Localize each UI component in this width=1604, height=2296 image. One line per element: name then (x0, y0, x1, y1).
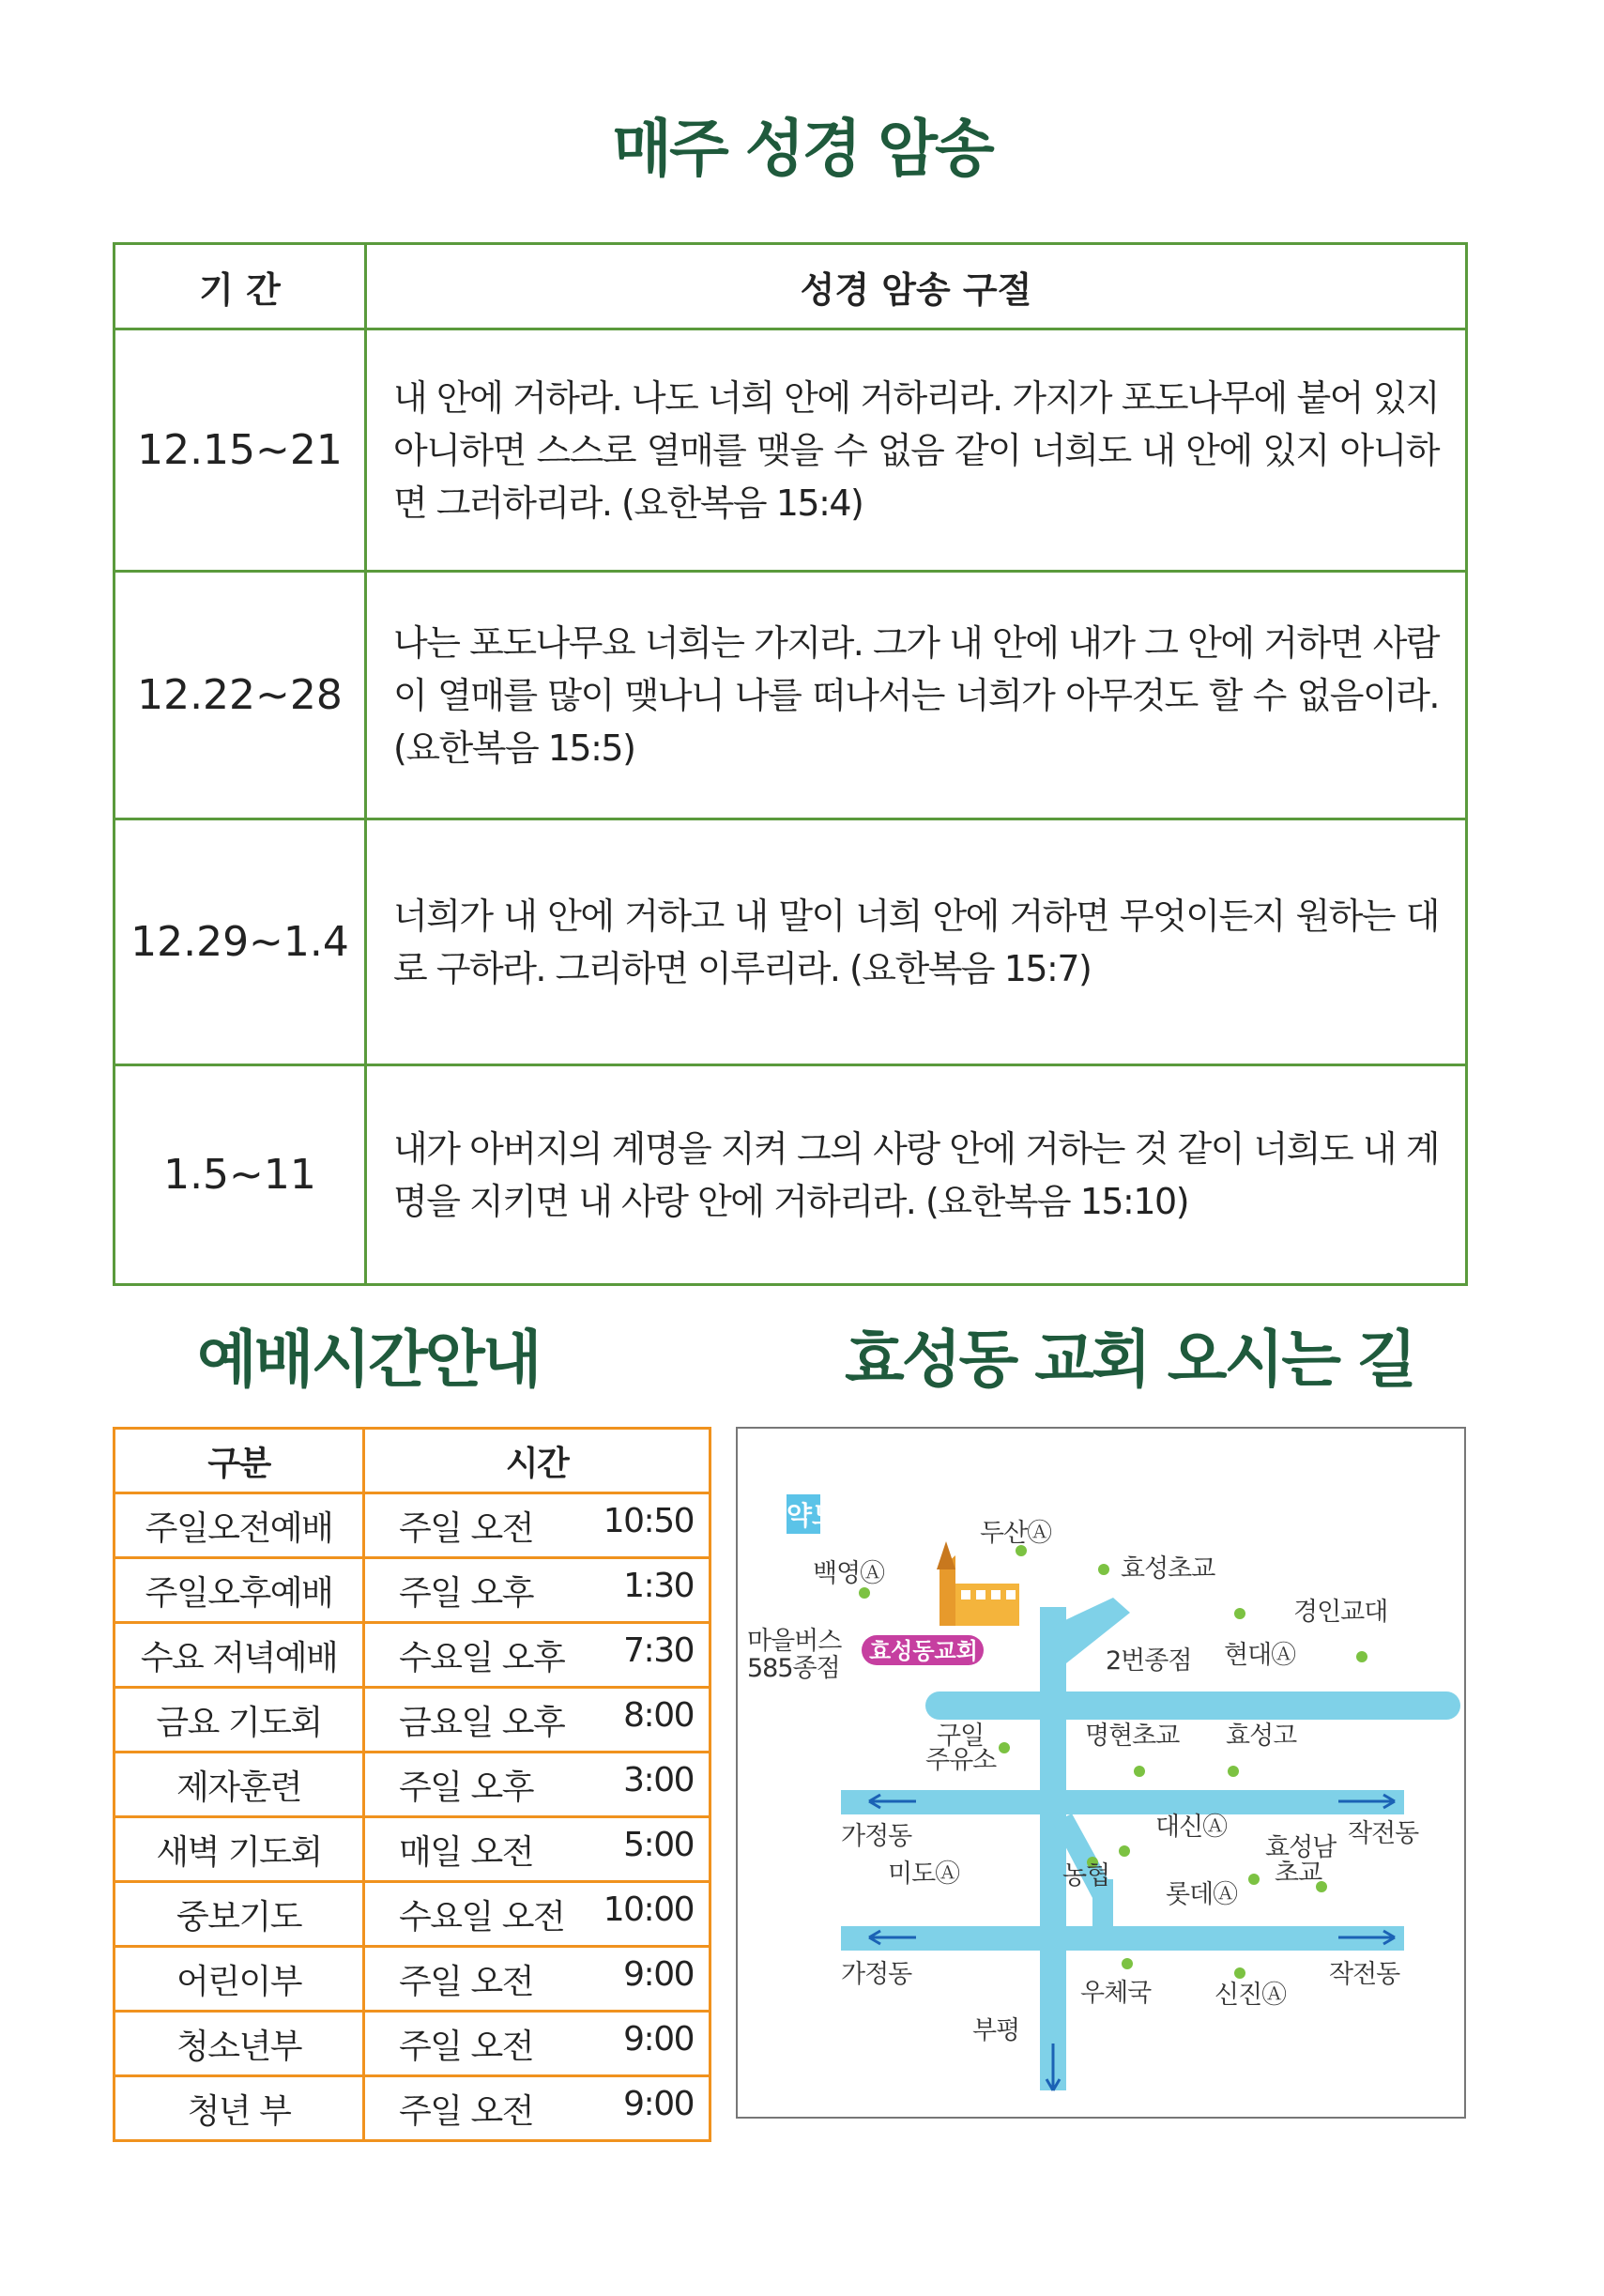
label-bupyeong: 부평 (972, 2016, 1020, 2045)
label-baekyoung: 백영Ⓐ (813, 1559, 885, 1588)
label-bus2-terminal: 2번종점 (1106, 1646, 1192, 1676)
service-day: 주일 오후 (399, 1768, 534, 1807)
dot-icon (1228, 1766, 1239, 1777)
road-upper (925, 1691, 1460, 1720)
dot-icon (1248, 1874, 1260, 1885)
service-time (364, 2012, 710, 2076)
label-sinjin: 신진Ⓐ (1214, 1981, 1287, 2010)
service-time (364, 1623, 710, 1688)
map-svg (738, 1429, 1464, 2117)
period-cell: 12.15~21 (115, 329, 366, 572)
label-bus-2: 585종점 (747, 1654, 840, 1683)
table-row (115, 1817, 710, 1882)
table-row (115, 1947, 710, 2012)
period-cell: 12.22~28 (115, 572, 366, 819)
label-gas-1: 구일 (937, 1722, 985, 1751)
verse-table-header (115, 244, 1467, 329)
label-gyeongin: 경인교대 (1293, 1598, 1388, 1627)
verse-cell: 내 안에 거하라. 나도 너희 안에 거하리라. 가지가 포도나무에 붙어 있지 아니하면 스스로 열매를 맺을 수 없음 같이 너희도 내 안에 있지 아니하면 그러하리라. (요한복음 15:4) (366, 329, 1467, 572)
label-hyosungnam-1: 효성남 (1265, 1833, 1337, 1862)
label-hyundai: 현대Ⓐ (1224, 1641, 1296, 1670)
header-verse: 성경 암송 구절 (366, 244, 1467, 329)
church-label: 효성동교회 (869, 1638, 978, 1664)
dot-icon (859, 1587, 870, 1599)
service-name: 수요 저녁예배 (115, 1623, 364, 1688)
directions-map (736, 1427, 1466, 2119)
service-time (364, 1882, 710, 1947)
service-day: 주일 오전 (399, 2027, 534, 2066)
service-time (364, 1493, 710, 1558)
period-cell: 12.29~1.4 (115, 819, 366, 1065)
service-day: 주일 오전 (399, 1962, 534, 2001)
service-table (113, 1427, 711, 2142)
service-hour: 1:30 (623, 1566, 694, 1605)
church-building-icon (937, 1541, 1019, 1626)
service-hour: 9:00 (623, 1954, 694, 1994)
table-row (115, 2012, 710, 2076)
service-day: 수요일 오후 (399, 1638, 565, 1677)
table-row (115, 329, 1467, 572)
dot-icon (1234, 1608, 1245, 1619)
table-row (115, 1753, 710, 1817)
road-lower (841, 1926, 1404, 1951)
header-category: 구분 (115, 1429, 364, 1493)
table-row (115, 1065, 1467, 1285)
table-row (115, 1882, 710, 1947)
label-bus-1: 마을버스 (747, 1627, 842, 1656)
service-hour: 7:30 (623, 1630, 694, 1670)
table-row (115, 572, 1467, 819)
service-time (364, 1817, 710, 1882)
header-time: 시간 (364, 1429, 710, 1493)
dot-icon (999, 1742, 1010, 1753)
service-time (364, 1947, 710, 2012)
service-table-header (115, 1429, 710, 1493)
service-hour: 3:00 (623, 1760, 694, 1799)
directions-title: 효성동 교회 오시는 길 (845, 1324, 1414, 1396)
service-time (364, 1753, 710, 1817)
verse-cell: 나는 포도나무요 너희는 가지라. 그가 내 안에 내가 그 안에 거하면 사람이 열매를 많이 맺나니 나를 떠나서는 너희가 아무것도 할 수 없음이라. (요한복음 15:5) (366, 572, 1467, 819)
dot-icon (1119, 1845, 1130, 1857)
service-day: 주일 오후 (399, 1573, 534, 1613)
label-jakjeon-1: 작전동 (1348, 1819, 1419, 1848)
service-name: 청소년부 (115, 2012, 364, 2076)
legend-box-label: 약도 (787, 1500, 838, 1531)
verse-cell: 너희가 내 안에 거하고 내 말이 너희 안에 거하면 무엇이든지 원하는 대로 구하라. 그리하면 이루리라. (요한복음 15:7) (366, 819, 1467, 1065)
service-name: 중보기도 (115, 1882, 364, 1947)
header-period: 기 간 (115, 244, 366, 329)
service-day: 주일 오전 (399, 2091, 534, 2131)
service-day: 매일 오전 (399, 1832, 534, 1872)
label-hyosungnam-2: 초교 (1275, 1859, 1322, 1888)
label-gajeong-1: 가정동 (841, 1822, 912, 1851)
period-cell: 1.5~11 (115, 1065, 366, 1285)
label-lotte: 롯데Ⓐ (1166, 1880, 1238, 1909)
service-hour: 10:50 (603, 1501, 694, 1540)
label-jakjeon-2: 작전동 (1329, 1960, 1400, 1989)
table-row (115, 819, 1467, 1065)
label-daesin: 대신Ⓐ (1155, 1813, 1228, 1842)
service-name: 새벽 기도회 (115, 1817, 364, 1882)
label-myunghyun: 명현초교 (1085, 1722, 1180, 1751)
service-hour: 5:00 (623, 1825, 694, 1864)
service-time (364, 1558, 710, 1623)
service-hour: 9:00 (623, 2019, 694, 2059)
label-gas-2: 주유소 (925, 1746, 997, 1775)
service-day: 금요일 오후 (399, 1703, 565, 1742)
label-post: 우체국 (1080, 1979, 1152, 2008)
service-name: 금요 기도회 (115, 1688, 364, 1753)
service-hour: 8:00 (623, 1695, 694, 1735)
label-dusan: 두산Ⓐ (980, 1519, 1052, 1548)
dot-icon (1098, 1564, 1109, 1575)
service-name: 어린이부 (115, 1947, 364, 2012)
service-name: 청년 부 (115, 2076, 364, 2141)
table-row (115, 1688, 710, 1753)
worship-times-title: 예배시간안내 (197, 1324, 540, 1396)
service-name: 제자훈련 (115, 1753, 364, 1817)
label-nonghyup: 농협 (1062, 1861, 1110, 1890)
verse-table (113, 242, 1468, 1286)
service-day: 주일 오전 (399, 1508, 534, 1548)
dot-icon (1356, 1651, 1367, 1662)
service-hour: 10:00 (603, 1890, 694, 1929)
table-row (115, 1623, 710, 1688)
verse-cell: 내가 아버지의 계명을 지켜 그의 사랑 안에 거하는 것 같이 너희도 내 계명을 지키면 내 사랑 안에 거하리라. (요한복음 15:10) (366, 1065, 1467, 1285)
dot-icon (1122, 1958, 1133, 1969)
service-name: 주일오후예배 (115, 1558, 364, 1623)
service-day: 수요일 오전 (399, 1897, 565, 1936)
road-vertical-main (1040, 1607, 1066, 2090)
table-row (115, 1558, 710, 1623)
table-row (115, 2076, 710, 2141)
label-gajeong-2: 가정동 (841, 1960, 912, 1989)
dot-icon (1134, 1766, 1145, 1777)
dot-icon (1234, 1967, 1245, 1979)
label-mido: 미도Ⓐ (888, 1860, 960, 1889)
verse-section-title: 매주 성경 암송 (612, 113, 992, 185)
table-row (115, 1493, 710, 1558)
service-time (364, 2076, 710, 2141)
service-name: 주일오전예배 (115, 1493, 364, 1558)
label-hyosung-es: 효성초교 (1121, 1554, 1215, 1584)
service-hour: 9:00 (623, 2084, 694, 2123)
label-hyosung-hs: 효성고 (1226, 1722, 1297, 1751)
service-time (364, 1688, 710, 1753)
road-middle (841, 1790, 1404, 1814)
